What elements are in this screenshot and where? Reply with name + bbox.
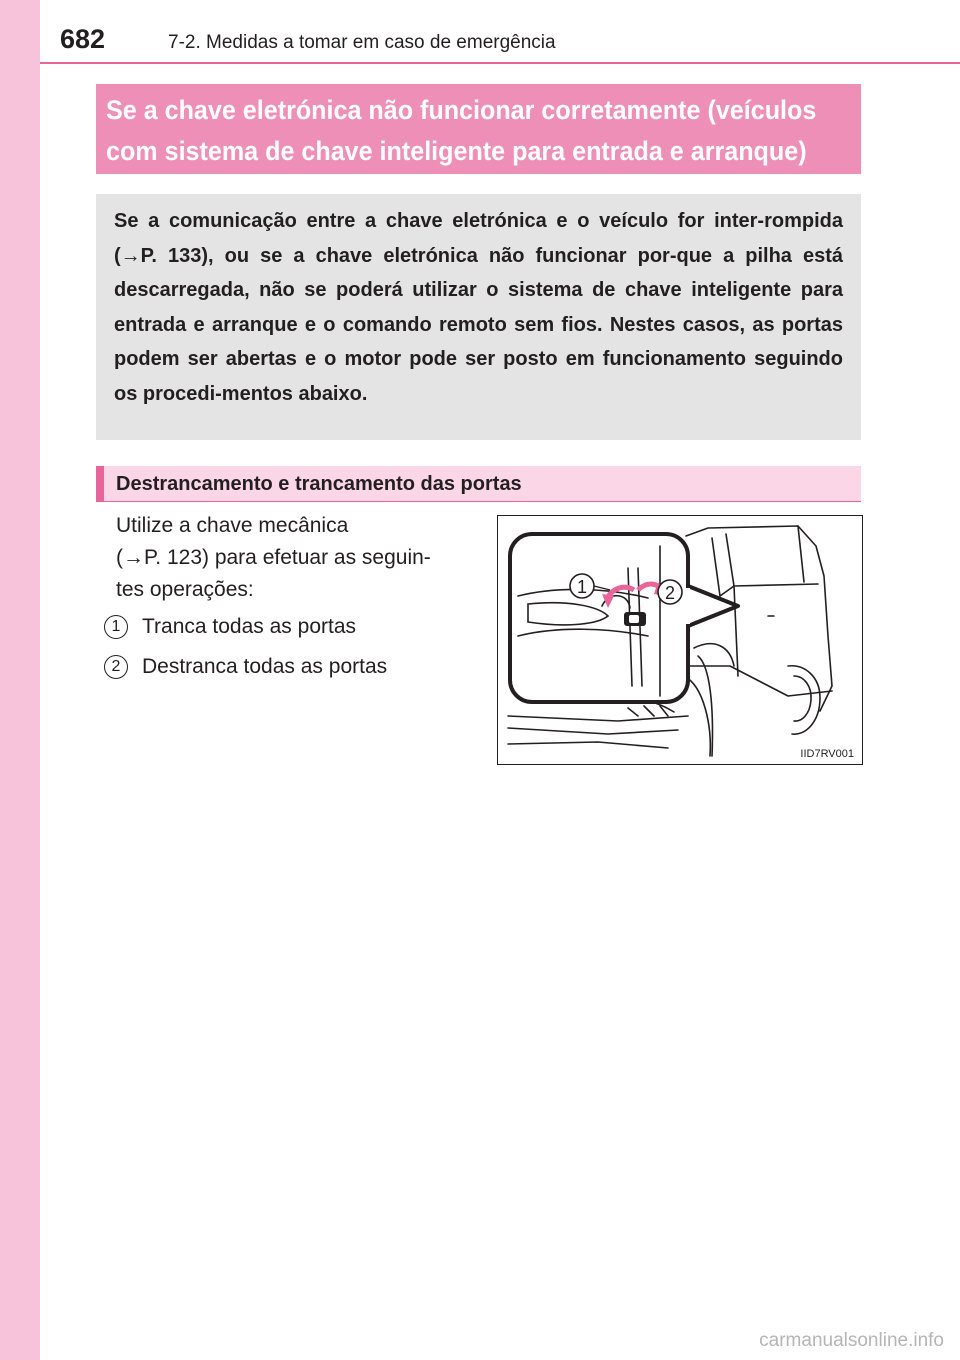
step-number-badge: 1 bbox=[104, 615, 128, 639]
page-number: 682 bbox=[60, 24, 106, 54]
step-label: Destranca todas as portas bbox=[142, 655, 388, 678]
subsection-title: Destrancamento e trancamento das portas bbox=[116, 473, 522, 495]
title-line-1: Se a chave eletrónica não funcionar corretamente (veículos bbox=[106, 95, 817, 125]
step-item bbox=[104, 655, 387, 679]
step-label: Tranca todas as portas bbox=[142, 615, 356, 638]
subsection-heading bbox=[96, 466, 861, 502]
figure-code: IID7RV001 bbox=[800, 748, 854, 760]
callout-1: 1 bbox=[576, 577, 588, 597]
body-line-1: Utilize a chave mecânica bbox=[116, 514, 349, 537]
intro-text: Se a comunicação entre a chave eletrónica e o veículo for inter-rompida (→P. 133), ou se a chave eletrónica não funcionar por-que a pilha está descarregada, não se poderá utilizar o sistema de chave inteligente para entrada e arranque e o comando remoto sem fios. Nestes casos, as portas podem ser abertas e o motor pode ser posto em funcionamento seguindo os procedi-mentos abaixo. bbox=[114, 210, 843, 405]
illustration-drawing bbox=[498, 516, 862, 764]
side-tab-strip bbox=[0, 0, 40, 1360]
callout-2: 2 bbox=[664, 583, 676, 603]
intro-box bbox=[96, 194, 861, 440]
watermark: carmanualsonline.info bbox=[759, 1330, 944, 1351]
title-line-2: com sistema de chave inteligente para entrada e arranque) bbox=[106, 136, 807, 166]
header-rule bbox=[40, 62, 960, 64]
section-heading: 7-2. Medidas a tomar em caso de emergência bbox=[168, 32, 556, 53]
body-text bbox=[116, 510, 476, 606]
body-line-3: tes operações: bbox=[116, 578, 254, 601]
step-item bbox=[104, 615, 356, 639]
title-banner bbox=[96, 84, 861, 174]
step-number-badge: 2 bbox=[104, 655, 128, 679]
car-door-illustration bbox=[497, 515, 863, 765]
body-line-2: (→P. 123) para efetuar as seguin- bbox=[116, 546, 431, 569]
